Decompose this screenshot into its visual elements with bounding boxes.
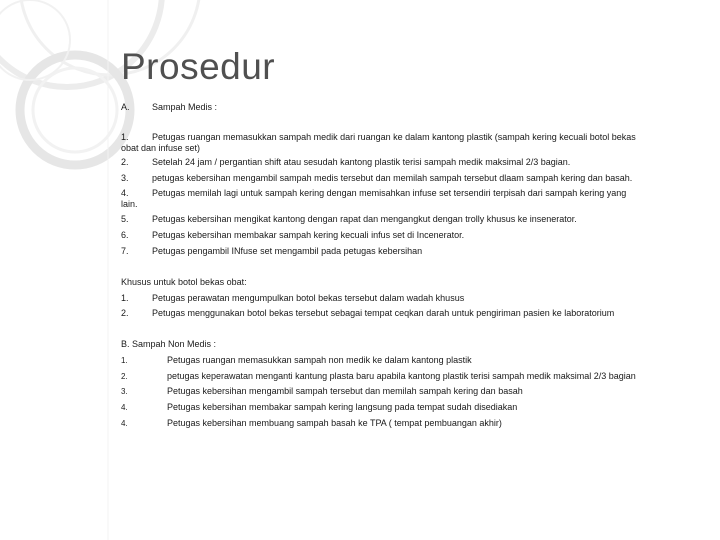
- page-title: Prosedur: [121, 46, 276, 87]
- section-b-heading: B. Sampah Non Medis :: [121, 339, 217, 349]
- section-a-label: A.: [121, 102, 130, 112]
- khusus-heading: Khusus untuk botol bekas obat:: [121, 277, 247, 287]
- procedure-content: A. Sampah Medis : 1. Petugas ruangan memasukkan sampah medik dari ruangan ke dalam kantong plastik (sampah kering kecuali botol bekas obat dan infuse set) 2. Setelah 24 jam / pergantian shift atau sesudah kantong plastik terisi sampah medik maksimal 2/3 bagian. 3. petugas kebersihan mengambil sampah medis tersebut dan memilah sampah tersebut dlaam sampah kering dan basah. 4. Petugas memilah lagi untuk sampah kering dengan memisahkan infuse set tersendiri terpisah dari sampah kering yang lain. 5. Petugas kebersihan mengikat kantong dengan rapat dan mengangkut dengan trolly khusus ke insenerator. 6. Petugas kebersihan membakar sampah kering kecuali infus set di Incenerator. 7. Petugas pengambil INfuse set mengambil pada petugas kebersihan Khusus untuk botol bekas obat: 1. Petugas perawatan mengumpulkan botol bekas tersebut dalam wadah khusus 2. Petugas menggunakan botol bekas tersebut sebagai tempat ceqkan darah untuk pengiriman pasien ke laboratorium B. Sampah Non Medis : 1. Petugas ruangan memasukkan sampah non medik ke dalam kantong plastik 2. petugas keperawatan menganti kantung plasta baru apabila kantong plastik terisi sampah medik maksimal 2/3 bagian 3. Petugas kebersihan mengambil sampah tersebut dan memilah sampah kering dan basah 4. Petugas kebersihan membakar sampah kering langsung pada tempat sudah disediakan 4. Petugas kebersihan membuang sampah basah ke TPA ( tempat pembuangan akhir): [121, 102, 636, 428]
- section-a-heading: Sampah Medis :: [152, 102, 218, 112]
